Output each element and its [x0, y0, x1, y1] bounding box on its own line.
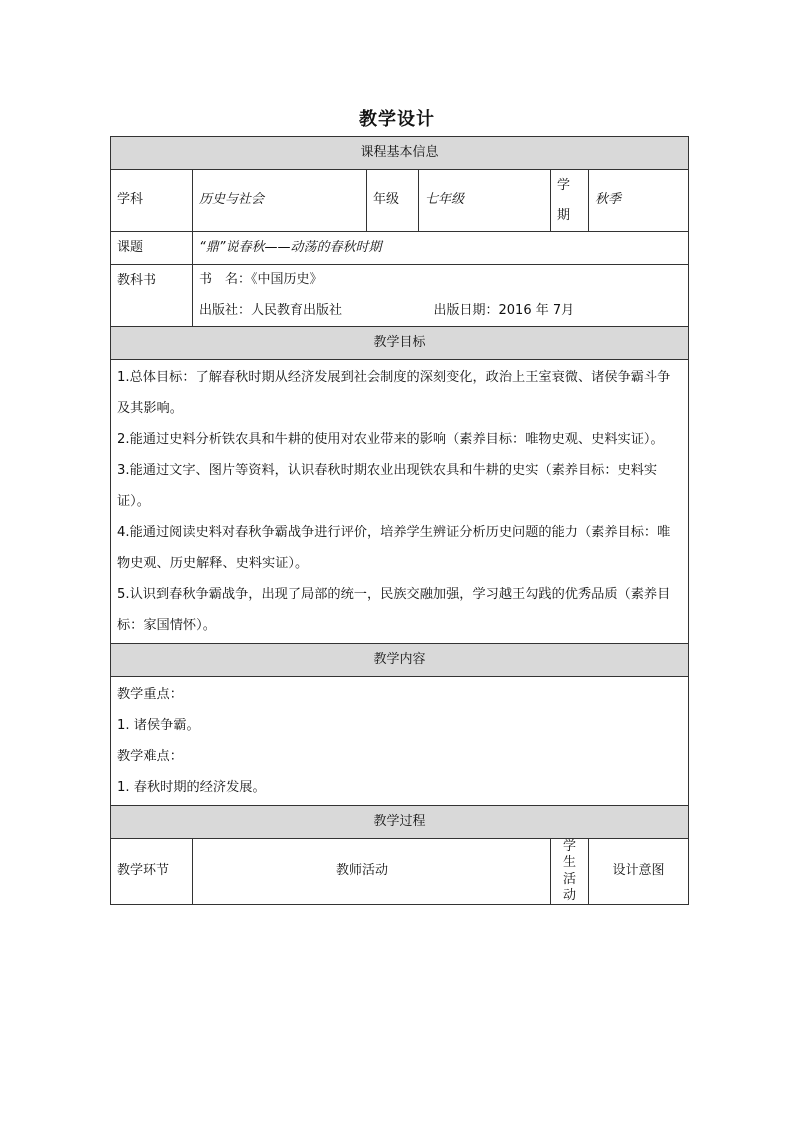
textbook-row-2 — [111, 296, 689, 327]
basic-info-header-row — [111, 137, 689, 170]
process-columns-row — [111, 839, 689, 905]
subject-value: 历史与社会 — [193, 170, 367, 232]
process-col-student: 学生活动 — [551, 839, 589, 905]
objectives-header: 教学目标 — [111, 327, 689, 360]
publisher: 出版社：人民教育出版社 — [193, 296, 419, 327]
objective-item: 1.总体目标：了解春秋时期从经济发展到社会制度的深刻变化，政治上王室衰微、诸侯争霸斗争及其影响。 — [117, 370, 671, 416]
subject-row — [111, 170, 689, 232]
textbook-label: 教科书 — [111, 265, 193, 327]
difficult-points-label: 教学难点： — [117, 749, 183, 764]
topic-value: “鼎”说春秋——动荡的春秋时期 — [193, 232, 689, 265]
process-col-intent: 设计意图 — [589, 839, 689, 905]
topic-label: 课题 — [111, 232, 193, 265]
publish-date: 出版日期：2016 年 7月 — [419, 296, 689, 327]
key-points-label: 教学重点： — [117, 687, 183, 702]
book-name: 书 名：《中国历史》 — [193, 265, 689, 296]
objectives-header-row — [111, 327, 689, 360]
content-list — [111, 677, 689, 806]
topic-row — [111, 232, 689, 265]
term-value: 秋季 — [589, 170, 689, 232]
process-header: 教学过程 — [111, 806, 689, 839]
term-label-line-2: 期 — [557, 207, 571, 223]
textbook-row-1 — [111, 265, 689, 296]
content-row — [111, 677, 689, 806]
process-header-row — [111, 806, 689, 839]
grade-value: 七年级 — [419, 170, 551, 232]
process-col-stage: 教学环节 — [111, 839, 193, 905]
term-label-line-1: 学 — [557, 177, 571, 193]
page-title: 教学设计 — [359, 109, 435, 130]
term-label — [551, 170, 589, 232]
objectives-list — [111, 360, 689, 644]
key-point-item: 1. 诸侯争霸。 — [117, 718, 200, 733]
grade-label: 年级 — [367, 170, 419, 232]
objective-item: 4.能通过阅读史料对春秋争霸战争进行评价，培养学生辨证分析历史问题的能力（素养目标：唯物史观、历史解释、史料实证）。 — [117, 525, 671, 571]
difficult-point-item: 1. 春秋时期的经济发展。 — [117, 780, 266, 795]
content-header-row — [111, 644, 689, 677]
process-col-teacher: 教师活动 — [193, 839, 551, 905]
objective-item: 5.认识到春秋争霸战争，出现了局部的统一，民族交融加强，学习越王勾践的优秀品质（素养目标：家国情怀）。 — [117, 587, 671, 633]
subject-label: 学科 — [111, 170, 193, 232]
objective-item: 3.能通过文字、图片等资料，认识春秋时期农业出现铁农具和牛耕的史实（素养目标：史料实证）。 — [117, 463, 658, 509]
basic-info-header: 课程基本信息 — [111, 137, 689, 170]
objective-item: 2.能通过史料分析铁农具和牛耕的使用对农业带来的影响（素养目标：唯物史观、史料实证）。 — [117, 432, 664, 447]
lesson-plan-table — [110, 136, 689, 905]
objectives-row — [111, 360, 689, 644]
content-header: 教学内容 — [111, 644, 689, 677]
